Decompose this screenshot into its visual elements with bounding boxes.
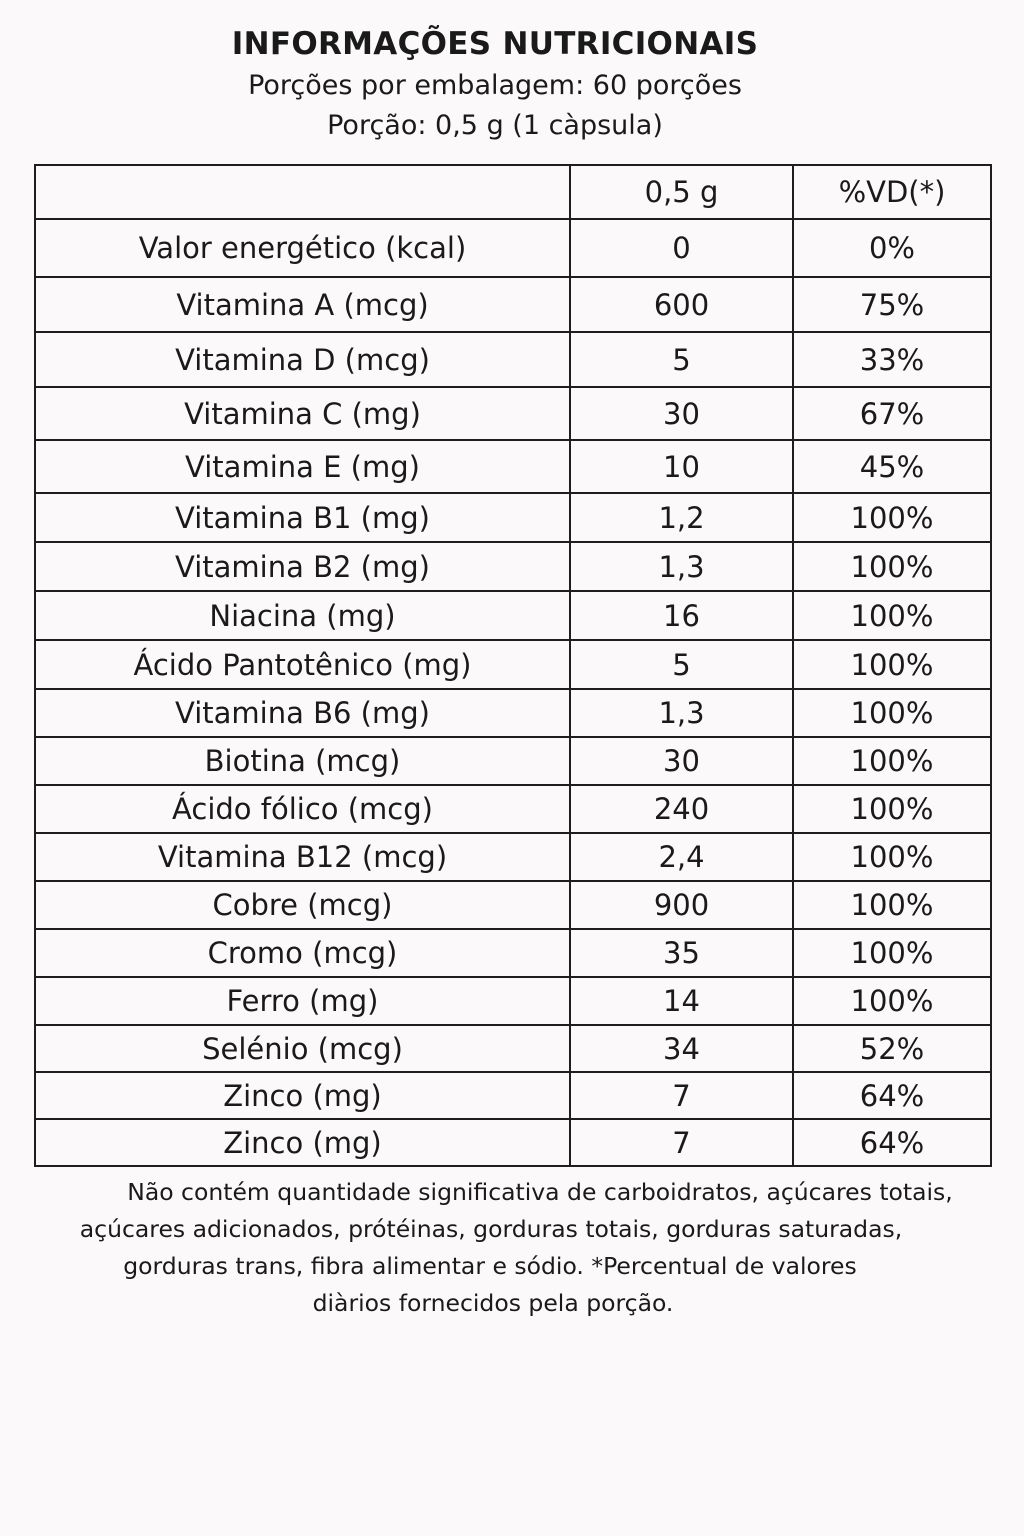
nutrient-amount: 1,3 — [570, 542, 793, 591]
table-row — [35, 542, 991, 591]
nutrition-table — [34, 164, 992, 1167]
nutrient-amount: 34 — [570, 1025, 793, 1072]
nutrient-name: Vitamina B1 (mg) — [35, 493, 570, 542]
footnote — [40, 1174, 990, 1322]
table-row — [35, 1119, 991, 1166]
nutrient-amount: 10 — [570, 440, 793, 493]
table-header-row — [35, 165, 991, 219]
nutrient-amount: 16 — [570, 591, 793, 640]
nutrient-daily-value: 45% — [793, 440, 991, 493]
nutrient-amount: 35 — [570, 929, 793, 977]
nutrient-amount: 0 — [570, 219, 793, 277]
nutrient-name: Vitamina A (mcg) — [35, 277, 570, 332]
nutrient-daily-value: 100% — [793, 493, 991, 542]
nutrient-daily-value: 100% — [793, 833, 991, 881]
nutrient-daily-value: 75% — [793, 277, 991, 332]
nutrient-name: Ferro (mg) — [35, 977, 570, 1025]
nutrient-amount: 1,2 — [570, 493, 793, 542]
table-row — [35, 929, 991, 977]
nutrient-daily-value: 100% — [793, 689, 991, 737]
label-title: INFORMAÇÕES NUTRICIONAIS — [231, 26, 759, 62]
nutrient-amount: 900 — [570, 881, 793, 929]
column-header-nutrient — [35, 165, 570, 219]
table-row — [35, 387, 991, 440]
table-row — [35, 493, 991, 542]
table-row — [35, 689, 991, 737]
table-row — [35, 833, 991, 881]
table-row — [35, 737, 991, 785]
nutrient-name: Cromo (mcg) — [35, 929, 570, 977]
table-row — [35, 640, 991, 689]
nutrient-name: Niacina (mg) — [35, 591, 570, 640]
footnote-line: gorduras trans, fibra alimentar e sódio. *Percentual de valores — [123, 1252, 857, 1280]
footnote-line: Não contém quantidade significativa de carboidratos, açúcares totais, — [127, 1178, 953, 1206]
nutrient-amount: 7 — [570, 1119, 793, 1166]
nutrient-amount: 30 — [570, 737, 793, 785]
nutrient-name: Vitamina E (mg) — [35, 440, 570, 493]
table-row — [35, 881, 991, 929]
nutrient-daily-value: 33% — [793, 332, 991, 387]
nutrient-daily-value: 100% — [793, 881, 991, 929]
servings-per-package: Porções por embalagem: 60 porções — [248, 70, 742, 101]
nutrient-amount: 600 — [570, 277, 793, 332]
nutrient-daily-value: 100% — [793, 640, 991, 689]
column-header-daily-value: %VD(*) — [793, 165, 991, 219]
nutrient-name: Ácido fólico (mcg) — [35, 785, 570, 833]
nutrient-amount: 30 — [570, 387, 793, 440]
table-row — [35, 277, 991, 332]
nutrient-daily-value: 67% — [793, 387, 991, 440]
nutrient-name: Vitamina C (mg) — [35, 387, 570, 440]
table-row — [35, 332, 991, 387]
nutrient-name: Vitamina B6 (mg) — [35, 689, 570, 737]
footnote-line: diàrios fornecidos pela porção. — [312, 1289, 674, 1317]
nutrient-daily-value: 100% — [793, 542, 991, 591]
nutrient-name: Vitamina B2 (mg) — [35, 542, 570, 591]
table-row — [35, 1072, 991, 1119]
table-row — [35, 440, 991, 493]
nutrient-name: Valor energético (kcal) — [35, 219, 570, 277]
nutrient-daily-value: 64% — [793, 1119, 991, 1166]
nutrient-name: Ácido Pantotênico (mg) — [35, 640, 570, 689]
column-header-amount: 0,5 g — [570, 165, 793, 219]
nutrient-daily-value: 52% — [793, 1025, 991, 1072]
footnote-line: açúcares adicionados, prótéinas, gorduras totais, gorduras saturadas, — [79, 1215, 903, 1243]
nutrient-daily-value: 64% — [793, 1072, 991, 1119]
nutrient-amount: 240 — [570, 785, 793, 833]
nutrient-daily-value: 100% — [793, 977, 991, 1025]
nutrient-amount: 7 — [570, 1072, 793, 1119]
nutrient-name: Cobre (mcg) — [35, 881, 570, 929]
nutrient-daily-value: 0% — [793, 219, 991, 277]
nutrient-amount: 5 — [570, 640, 793, 689]
nutrient-name: Selénio (mcg) — [35, 1025, 570, 1072]
nutrient-daily-value: 100% — [793, 737, 991, 785]
nutrient-daily-value: 100% — [793, 591, 991, 640]
portion-size: Porção: 0,5 g (1 càpsula) — [327, 110, 663, 141]
nutrient-daily-value: 100% — [793, 929, 991, 977]
table-row — [35, 219, 991, 277]
table-row — [35, 1025, 991, 1072]
nutrient-daily-value: 100% — [793, 785, 991, 833]
nutrient-amount: 5 — [570, 332, 793, 387]
table-row — [35, 785, 991, 833]
nutrient-amount: 2,4 — [570, 833, 793, 881]
nutrient-amount: 1,3 — [570, 689, 793, 737]
table-row — [35, 591, 991, 640]
nutrient-name: Vitamina D (mcg) — [35, 332, 570, 387]
label-header — [0, 22, 990, 146]
nutrient-name: Biotina (mcg) — [35, 737, 570, 785]
table-row — [35, 977, 991, 1025]
nutrient-name: Zinco (mg) — [35, 1119, 570, 1166]
nutrient-name: Vitamina B12 (mcg) — [35, 833, 570, 881]
nutrient-name: Zinco (mg) — [35, 1072, 570, 1119]
nutrient-amount: 14 — [570, 977, 793, 1025]
